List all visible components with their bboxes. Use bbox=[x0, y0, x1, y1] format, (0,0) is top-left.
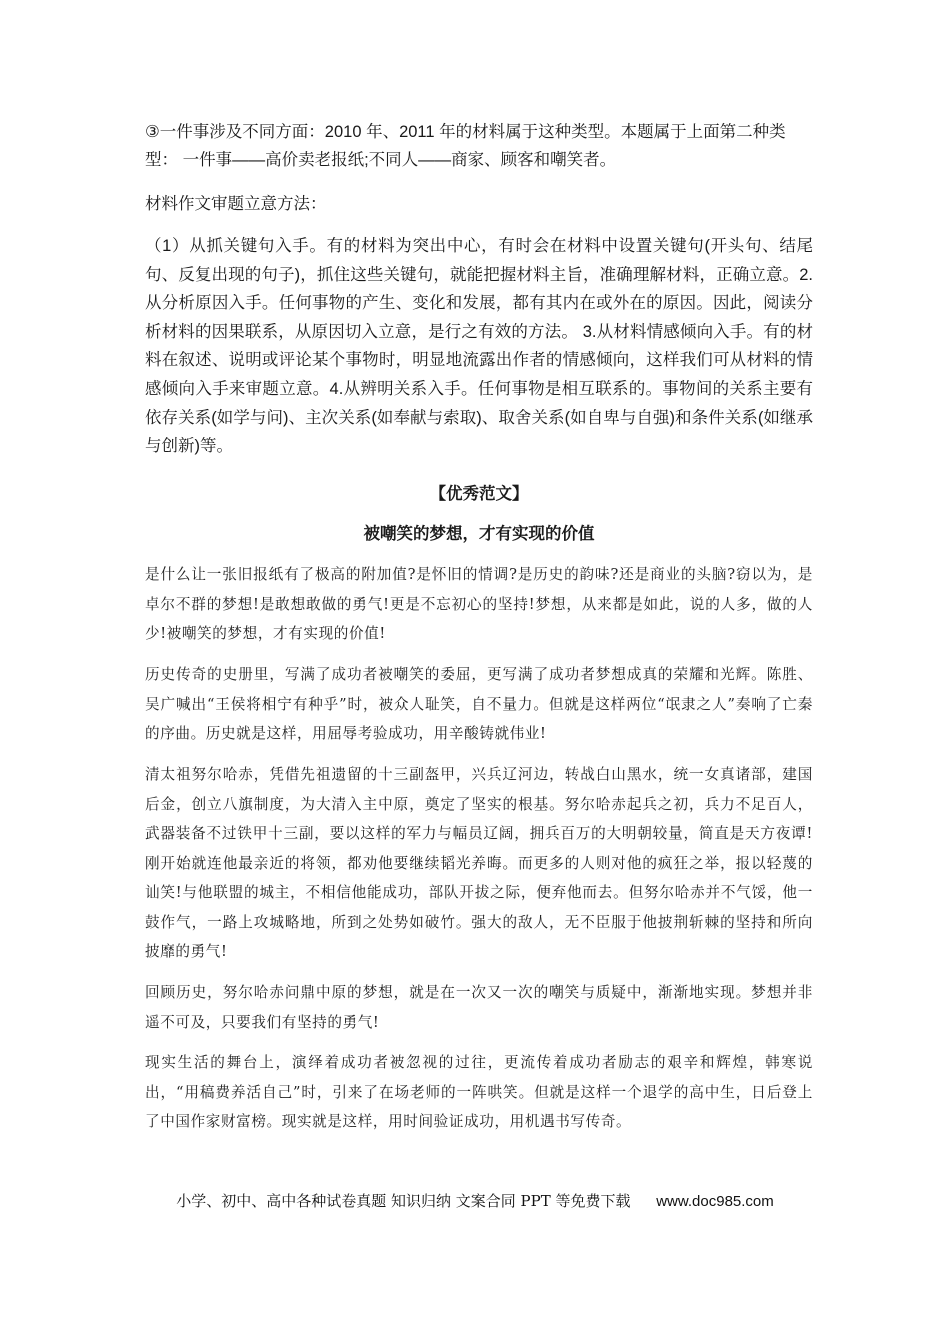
essay-paragraph-4: 回顾历史，努尔哈赤问鼎中原的梦想，就是在一次又一次的嘲笑与质疑中，渐渐地实现。梦想并非遥不可及，只要我们有坚持的勇气! bbox=[145, 984, 813, 1031]
essay-paragraph-2: 历史传奇的史册里，写满了成功者被嘲笑的委屈，更写满了成功者梦想成真的荣耀和光辉。陈胜、吴广喊出“王侯将相宁有种乎”时，被众人耻笑，自不量力。但就是这样两位“氓隶之人”奏响了亡秦的序曲。历史就是这样，用屈辱考验成功，用辛酸铸就伟业! bbox=[145, 666, 813, 742]
method-body: （1）从抓关键句入手。有的材料为突出中心，有时会在材料中设置关键句(开头句、结尾句、反复出现的句子)，抓住这些关键句，就能把握材料主旨，准确理解材料，正确立意。2.从分析原因入手。任何事物的产生、变化和发展，都有其内在或外在的原因。因此，阅读分析材料的因果联系，从原因切入立意，是行之有效的方法。 3.从材料情感倾向入手。有的材料在叙述、说明或评论某个事物时，明显地流露出作者的情感倾向，这样我们可从材料的情感倾向入手来审题立意。4.从辨明关系入手。任何事物是相互联系的。事物间的关系主要有依存关系(如学与问)、主次关系(如奉献与索取)、取舍关系(如自卑与自强)和条件关系(如继承与创新)等。 bbox=[145, 237, 813, 456]
essay-paragraph-5: 现实生活的舞台上，演绎着成功者被忽视的过往，更流传着成功者励志的艰辛和辉煌，韩寒说出，“用稿费养活自己”时，引来了在场老师的一阵哄笑。但就是这样一个退学的高中生，日后登上了中国作家财富榜。现实就是这样，用时间验证成功，用机遇书写传奇。 bbox=[145, 1054, 813, 1130]
footer-text: 小学、初中、高中各种试卷真题 知识归纳 文案合同 PPT 等免费下载 bbox=[176, 1192, 631, 1210]
essay-paragraph-3: 清太祖努尔哈赤，凭借先祖遗留的十三副盔甲，兴兵辽河边，转战白山黑水，统一女真诸部，建国后金，创立八旗制度，为大清入主中原，奠定了坚实的根基。努尔哈赤起兵之初，兵力不足百人，武器装备不过铁甲十三副，要以这样的军力与幅员辽阔，拥兵百万的大明朝较量，简直是天方夜谭!刚开始就连他最亲近的将领，都劝他要继续韬光养晦。而更多的人则对他的疯狂之举，报以轻蔑的讪笑!与他联盟的城主，不相信他能成功，部队开拔之际，便弃他而去。但努尔哈赤并不气馁，他一鼓作气，一路上攻城略地，所到之处势如破竹。强大的敌人，无不臣服于他披荆斩棘的坚持和所向披靡的勇气! bbox=[145, 766, 813, 960]
essay-title: 被嘲笑的梦想，才有实现的价值 bbox=[363, 525, 595, 543]
essay-paragraph-1: 是什么让一张旧报纸有了极高的附加值?是怀旧的情调?是历史的韵味?还是商业的头脑?窃以为，是卓尔不群的梦想!是敢想敢做的勇气!更是不忘初心的坚持!梦想，从来都是如此，说的人多，做的人少!被嘲笑的梦想，才有实现的价值! bbox=[145, 566, 813, 642]
footer-url: www.doc985.com bbox=[656, 1193, 774, 1210]
page-footer bbox=[0, 1190, 950, 1211]
paragraph-type-three: ③一件事涉及不同方面：2010 年、2011 年的材料属于这种类型。本题属于上面第二种类型： 一件事——高价卖老报纸;不同人——商家、顾客和嘲笑者。 bbox=[145, 123, 786, 169]
method-title: 材料作文审题立意方法： bbox=[145, 195, 327, 213]
section-label: 【优秀范文】 bbox=[429, 485, 529, 503]
